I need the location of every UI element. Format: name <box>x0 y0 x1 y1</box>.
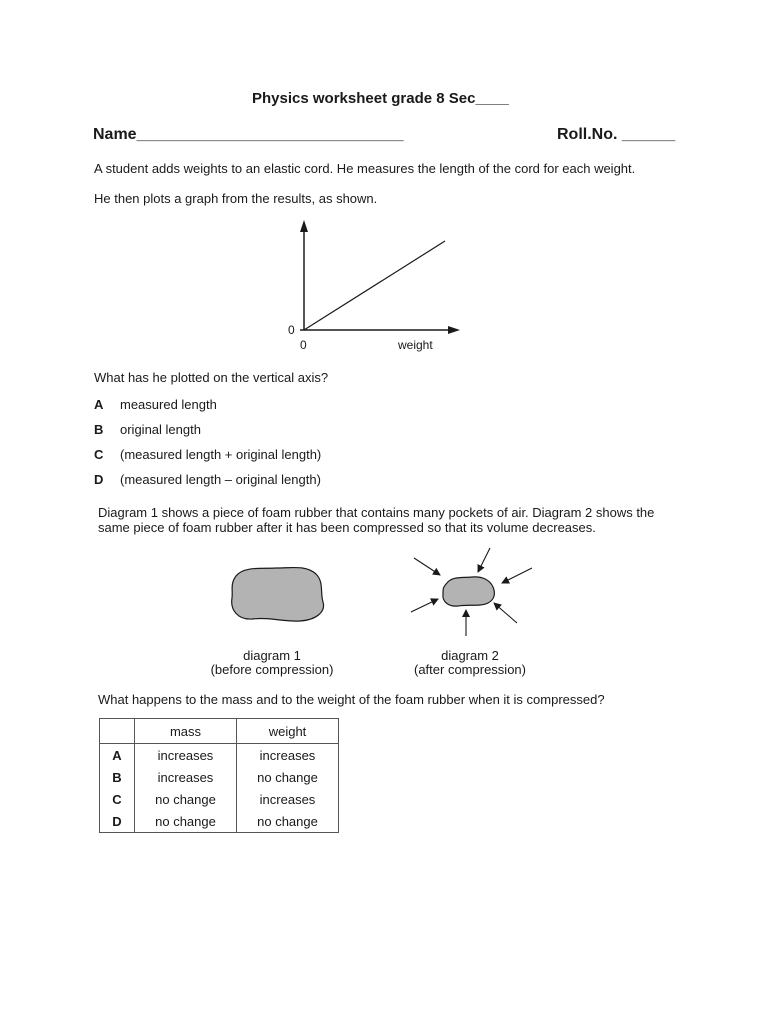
roll-number-label: Roll.No. ______ <box>557 126 676 143</box>
q2-intro-line-2: same piece of foam rubber after it has been compressed so that its volume decreases. <box>98 520 596 535</box>
row-mass: no change <box>135 810 237 833</box>
row-mass: no change <box>135 788 237 810</box>
option-a-letter: A <box>94 397 104 412</box>
table-row <box>100 810 339 833</box>
graph-data-line <box>304 241 445 330</box>
option-d-text: (measured length – original length) <box>120 472 321 487</box>
name-field-label: Name______________________________ <box>93 126 404 143</box>
diagram-2-subcaption: (after compression) <box>414 662 526 677</box>
answer-table-header-row <box>100 719 339 744</box>
q2-question: What happens to the mass and to the weight of the foam rubber when it is compressed? <box>98 692 605 707</box>
diagram-1-caption: diagram 1 <box>243 648 301 663</box>
row-letter: D <box>100 810 135 833</box>
row-letter: C <box>100 788 135 810</box>
foam-rubber-compressed <box>443 577 494 606</box>
option-d-letter: D <box>94 472 104 487</box>
compression-arrow-top-left <box>414 558 440 575</box>
row-letter: B <box>100 766 135 788</box>
option-a-text: measured length <box>120 397 217 412</box>
graph-x-origin-label: 0 <box>300 338 307 352</box>
compression-arrow-bottom-right <box>494 603 517 623</box>
q1-intro-line-1: A student adds weights to an elastic cord. He measures the length of the cord for each weight. <box>94 161 636 176</box>
row-weight: increases <box>237 788 339 810</box>
table-row <box>100 788 339 810</box>
row-letter: A <box>100 744 135 767</box>
table-row <box>100 766 339 788</box>
compression-arrow-left <box>411 599 438 612</box>
row-mass: increases <box>135 744 237 767</box>
foam-rubber-uncompressed <box>232 568 324 622</box>
option-c-text: (measured length + original length) <box>120 447 322 462</box>
diagram-1-subcaption: (before compression) <box>210 662 334 677</box>
row-weight: increases <box>237 744 339 767</box>
diagram-2-caption: diagram 2 <box>441 648 499 663</box>
compression-arrow-top-right <box>502 568 532 583</box>
graph-y-arrowhead <box>300 220 308 232</box>
row-weight: no change <box>237 766 339 788</box>
option-b-text: original length <box>120 422 201 437</box>
graph-x-arrowhead <box>448 326 460 334</box>
option-b-letter: B <box>94 422 104 437</box>
option-c-letter: C <box>94 447 104 462</box>
row-mass: increases <box>135 766 237 788</box>
answer-table <box>99 718 339 833</box>
row-weight: no change <box>237 810 339 833</box>
compression-arrow-top <box>478 548 490 572</box>
q1-question: What has he plotted on the vertical axis? <box>94 370 329 385</box>
answer-table-header-mass: mass <box>135 719 237 744</box>
q1-intro-line-2: He then plots a graph from the results, as shown. <box>94 191 378 206</box>
answer-table-header-weight: weight <box>237 719 339 744</box>
table-row <box>100 744 339 767</box>
graph-x-axis-label: weight <box>398 338 433 352</box>
answer-table-header-blank <box>100 719 135 744</box>
q2-intro-line-1: Diagram 1 shows a piece of foam rubber that contains many pockets of air. Diagram 2 shows the <box>98 505 655 520</box>
graph-y-origin-label: 0 <box>288 323 295 337</box>
worksheet-title: Physics worksheet grade 8 Sec____ <box>252 90 509 107</box>
